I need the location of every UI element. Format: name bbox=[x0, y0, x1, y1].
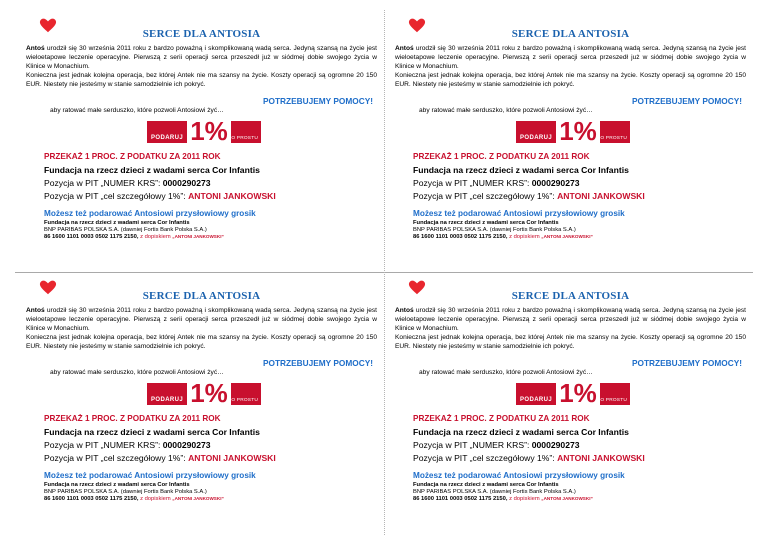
banner-left-text: PODARUJ bbox=[520, 135, 553, 142]
save-heart-line: aby ratować małe serduszko, które pozwoli Antosiowi żyć… bbox=[50, 369, 224, 377]
flyer-top-right bbox=[384, 10, 753, 272]
tax-section bbox=[44, 152, 377, 240]
tax-section bbox=[44, 414, 377, 502]
bank-account-line bbox=[413, 234, 746, 240]
para2: Konieczna jest jednak kolejna operacja, bez której Antek nie ma szansy na życie. Koszty operacji są ogromne 20 150 EUR. Niestety nie jesteśmy w stanie samodzielnie ich pokryć. bbox=[26, 334, 377, 351]
note-text: z dopiskiem bbox=[138, 234, 173, 241]
flyer-description bbox=[395, 306, 746, 351]
cel-line bbox=[44, 191, 377, 201]
note-name: „ANTONI JANKOWSKI” bbox=[541, 496, 593, 502]
para2: Konieczna jest jednak kolejna operacja, bez której Antek nie ma szansy na życie. Koszty operacji są ogromne 20 150 EUR. Niestety nie jesteśmy w stanie samodzielnie ich pokryć. bbox=[26, 72, 377, 89]
heart-icon bbox=[408, 16, 426, 34]
flyer-sheet bbox=[15, 10, 753, 535]
heart-icon bbox=[39, 16, 57, 34]
name-bold: Antoś bbox=[26, 45, 45, 52]
note-text: z dopiskiem bbox=[138, 496, 173, 503]
para1: urodził się 30 września 2011 roku z bardzo poważną i skomplikowaną wadą serca. Jedyną szansą na życie jest wieloetapowe leczenie operacyjne. Pierwszą z serii operacji serca przeszedł już w siódmej dobie swojego życia w Klinice w Monachium. bbox=[395, 45, 746, 71]
krs-line bbox=[44, 440, 377, 450]
one-percent-banner bbox=[516, 121, 630, 143]
krs-line bbox=[413, 440, 746, 450]
krs-line bbox=[44, 178, 377, 188]
krs-number: 0000290273 bbox=[531, 178, 580, 189]
flyer-title: SERCE DLA ANTOSIA bbox=[511, 290, 630, 302]
przekaz-heading: PRZEKAŻ 1 PROC. Z PODATKU ZA 2011 ROK bbox=[413, 414, 590, 424]
foundation-name: Fundacja na rzecz dzieci z wadami serca Cor Infantis bbox=[44, 427, 260, 438]
need-help-heading: POTRZEBUJEMY POMOCY! bbox=[631, 358, 742, 369]
cel-line bbox=[413, 453, 746, 463]
cel-label: Pozycja w PIT „cel szczegółowy 1%”: bbox=[413, 453, 558, 464]
przekaz-heading: PRZEKAŻ 1 PROC. Z PODATKU ZA 2011 ROK bbox=[413, 152, 590, 162]
account-number: 86 1600 1101 0003 0502 1175 2150, bbox=[413, 234, 508, 241]
banner-right-text: PO PROSTU bbox=[227, 398, 258, 404]
grosik-heading: Możesz też podarować Antosiowi przysłowiowy grosik bbox=[44, 209, 256, 219]
bank-account-line bbox=[413, 496, 746, 502]
cel-line bbox=[44, 453, 377, 463]
krs-label: Pozycja w PIT „NUMER KRS”: bbox=[413, 440, 532, 451]
przekaz-heading: PRZEKAŻ 1 PROC. Z PODATKU ZA 2011 ROK bbox=[44, 152, 221, 162]
grosik-heading: Możesz też podarować Antosiowi przysłowiowy grosik bbox=[413, 209, 625, 219]
cel-value: ANTONI JANKOWSKI bbox=[188, 453, 276, 464]
flyer-title: SERCE DLA ANTOSIA bbox=[142, 28, 261, 40]
banner-percent: 1% bbox=[187, 383, 231, 405]
przekaz-heading: PRZEKAŻ 1 PROC. Z PODATKU ZA 2011 ROK bbox=[44, 414, 221, 424]
banner-percent: 1% bbox=[187, 121, 231, 143]
cel-value: ANTONI JANKOWSKI bbox=[557, 453, 645, 464]
save-heart-line: aby ratować małe serduszko, które pozwoli Antosiowi żyć… bbox=[419, 369, 593, 377]
need-help-heading: POTRZEBUJEMY POMOCY! bbox=[262, 358, 373, 369]
para1: urodził się 30 września 2011 roku z bardzo poważną i skomplikowaną wadą serca. Jedyną szansą na życie jest wieloetapowe leczenie operacyjne. Pierwszą z serii operacji serca przeszedł już w siódmej dobie swojego życia w Klinice w Monachium. bbox=[26, 307, 377, 333]
para2: Konieczna jest jednak kolejna operacja, bez której Antek nie ma szansy na życie. Koszty operacji są ogromne 20 150 EUR. Niestety nie jesteśmy w stanie samodzielnie ich pokryć. bbox=[395, 334, 746, 351]
krs-number: 0000290273 bbox=[162, 440, 211, 451]
need-help-heading: POTRZEBUJEMY POMOCY! bbox=[631, 96, 742, 107]
heart-icon bbox=[408, 278, 426, 296]
cel-line bbox=[413, 191, 746, 201]
flyer-description bbox=[26, 44, 377, 89]
cel-value: ANTONI JANKOWSKI bbox=[557, 191, 645, 202]
grosik-heading: Możesz też podarować Antosiowi przysłowiowy grosik bbox=[413, 471, 625, 481]
tax-section bbox=[413, 414, 746, 502]
name-bold: Antoś bbox=[26, 307, 45, 314]
one-percent-banner bbox=[147, 383, 261, 405]
banner-right-text: PO PROSTU bbox=[227, 136, 258, 142]
banner-percent: 1% bbox=[556, 383, 600, 405]
flyer-title: SERCE DLA ANTOSIA bbox=[142, 290, 261, 302]
krs-label: Pozycja w PIT „NUMER KRS”: bbox=[413, 178, 532, 189]
para1: urodził się 30 września 2011 roku z bardzo poważną i skomplikowaną wadą serca. Jedyną szansą na życie jest wieloetapowe leczenie operacyjne. Pierwszą z serii operacji serca przeszedł już w siódmej dobie swojego życia w Klinice w Monachium. bbox=[395, 307, 746, 333]
cel-label: Pozycja w PIT „cel szczegółowy 1%”: bbox=[413, 191, 558, 202]
name-bold: Antoś bbox=[395, 307, 414, 314]
foundation-name: Fundacja na rzecz dzieci z wadami serca Cor Infantis bbox=[413, 427, 629, 438]
banner-percent: 1% bbox=[556, 121, 600, 143]
krs-label: Pozycja w PIT „NUMER KRS”: bbox=[44, 178, 163, 189]
banner-left-text: PODARUJ bbox=[520, 397, 553, 404]
flyer-description bbox=[395, 44, 746, 89]
bank-foundation: Fundacja na rzecz dzieci z wadami serca Cor Infantis bbox=[44, 482, 190, 489]
foundation-name: Fundacja na rzecz dzieci z wadami serca Cor Infantis bbox=[413, 165, 629, 176]
flyer-top-left bbox=[15, 10, 384, 272]
banner-right-text: PO PROSTU bbox=[596, 136, 627, 142]
cel-label: Pozycja w PIT „cel szczegółowy 1%”: bbox=[44, 191, 189, 202]
grosik-heading: Możesz też podarować Antosiowi przysłowiowy grosik bbox=[44, 471, 256, 481]
bank-name: BNP PARIBAS POLSKA S.A. (dawniej Fortis Bank Polska S.A.) bbox=[413, 227, 576, 234]
flyer-bottom-left bbox=[15, 272, 384, 534]
bank-foundation: Fundacja na rzecz dzieci z wadami serca Cor Infantis bbox=[44, 220, 190, 227]
para1: urodził się 30 września 2011 roku z bardzo poważną i skomplikowaną wadą serca. Jedyną szansą na życie jest wieloetapowe leczenie operacyjne. Pierwszą z serii operacji serca przeszedł już w siódmej dobie swojego życia w Klinice w Monachium. bbox=[26, 45, 377, 71]
banner-left-text: PODARUJ bbox=[151, 397, 184, 404]
save-heart-line: aby ratować małe serduszko, które pozwoli Antosiowi żyć… bbox=[419, 107, 593, 115]
account-number: 86 1600 1101 0003 0502 1175 2150, bbox=[413, 496, 508, 503]
banner-right-text: PO PROSTU bbox=[596, 398, 627, 404]
krs-line bbox=[413, 178, 746, 188]
para2: Konieczna jest jednak kolejna operacja, bez której Antek nie ma szansy na życie. Koszty operacji są ogromne 20 150 EUR. Niestety nie jesteśmy w stanie samodzielnie ich pokryć. bbox=[395, 72, 746, 89]
bank-name: BNP PARIBAS POLSKA S.A. (dawniej Fortis Bank Polska S.A.) bbox=[44, 227, 207, 234]
bank-account-line bbox=[44, 496, 377, 502]
bank-name: BNP PARIBAS POLSKA S.A. (dawniej Fortis Bank Polska S.A.) bbox=[44, 489, 207, 496]
one-percent-banner bbox=[147, 121, 261, 143]
banner-left-text: PODARUJ bbox=[151, 135, 184, 142]
save-heart-line: aby ratować małe serduszko, które pozwoli Antosiowi żyć… bbox=[50, 107, 224, 115]
bank-name: BNP PARIBAS POLSKA S.A. (dawniej Fortis Bank Polska S.A.) bbox=[413, 489, 576, 496]
cel-label: Pozycja w PIT „cel szczegółowy 1%”: bbox=[44, 453, 189, 464]
need-help-heading: POTRZEBUJEMY POMOCY! bbox=[262, 96, 373, 107]
account-number: 86 1600 1101 0003 0502 1175 2150, bbox=[44, 234, 139, 241]
heart-icon bbox=[39, 278, 57, 296]
flyer-bottom-right bbox=[384, 272, 753, 534]
one-percent-banner bbox=[516, 383, 630, 405]
note-text: z dopiskiem bbox=[507, 496, 542, 503]
note-name: „ANTONI JANKOWSKI” bbox=[541, 234, 593, 240]
account-number: 86 1600 1101 0003 0502 1175 2150, bbox=[44, 496, 139, 503]
krs-number: 0000290273 bbox=[531, 440, 580, 451]
tax-section bbox=[413, 152, 746, 240]
krs-label: Pozycja w PIT „NUMER KRS”: bbox=[44, 440, 163, 451]
bank-foundation: Fundacja na rzecz dzieci z wadami serca Cor Infantis bbox=[413, 220, 559, 227]
name-bold: Antoś bbox=[395, 45, 414, 52]
flyer-title: SERCE DLA ANTOSIA bbox=[511, 28, 630, 40]
note-name: „ANTONI JANKOWSKI” bbox=[172, 234, 224, 240]
foundation-name: Fundacja na rzecz dzieci z wadami serca Cor Infantis bbox=[44, 165, 260, 176]
note-text: z dopiskiem bbox=[507, 234, 542, 241]
krs-number: 0000290273 bbox=[162, 178, 211, 189]
bank-foundation: Fundacja na rzecz dzieci z wadami serca Cor Infantis bbox=[413, 482, 559, 489]
cel-value: ANTONI JANKOWSKI bbox=[188, 191, 276, 202]
flyer-description bbox=[26, 306, 377, 351]
bank-account-line bbox=[44, 234, 377, 240]
note-name: „ANTONI JANKOWSKI” bbox=[172, 496, 224, 502]
